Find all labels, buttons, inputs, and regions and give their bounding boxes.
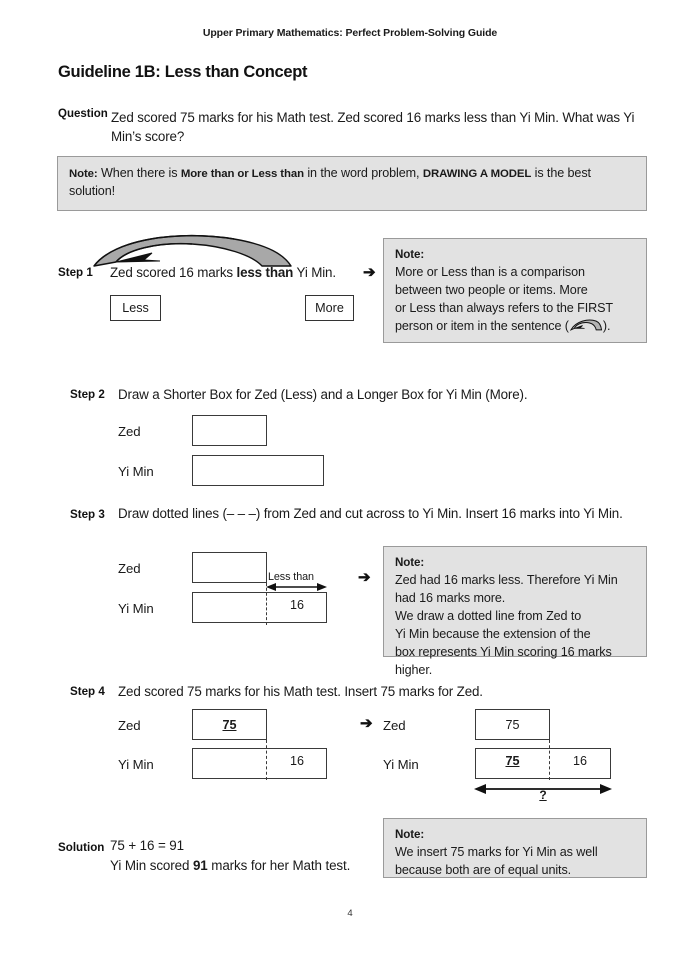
solution-line-2 (110, 858, 350, 873)
step2-zed-bar (192, 415, 267, 446)
note-top-lead: Note: (69, 168, 98, 180)
solution-label: Solution (58, 841, 105, 854)
step3-yimin-label: Yi Min (118, 601, 154, 616)
note-solution-head: Note: (395, 828, 425, 841)
note-step3-head: Note: (395, 556, 425, 569)
solution-line-1: 75 + 16 = 91 (110, 838, 185, 853)
step3-difference-arrow-icon (265, 581, 328, 593)
note-top-part2: in the word problem, (303, 166, 423, 180)
step4-right-yimin-value-left: 75 (505, 754, 520, 768)
note-box-top (57, 156, 647, 211)
step4-left-yimin-label: Yi Min (118, 757, 154, 772)
note-solution-line-1: We insert 75 marks for Yi Min as well (395, 845, 598, 860)
step4-left-yimin-value: 16 (289, 754, 304, 768)
step-4-label: Step 4 (70, 685, 105, 698)
note-top-part3: is the best solution! (69, 166, 591, 198)
note-step3-text (384, 547, 646, 689)
question-label: Question (58, 108, 108, 120)
question-text: Zed scored 75 marks for his Math test. Zed scored 16 marks less than Yi Min. What was Yi Min’s score? (111, 110, 635, 145)
note-step3-line-3: We draw a dotted line from Zed to (395, 609, 582, 624)
note-step3-line-6: higher. (395, 662, 433, 677)
step4-right-yimin-label: Yi Min (383, 757, 419, 772)
step4-right-zed-bar (475, 709, 550, 740)
step-3-arrow-icon: ➔ (358, 569, 371, 586)
step4-right-dotted-cut-line (549, 740, 550, 780)
step-2-text: Draw a Shorter Box for Zed (Less) and a Longer Box for Yi Min (More). (118, 387, 528, 402)
step4-right-yimin-value-right: 16 (572, 754, 587, 768)
step1-text-a: Zed scored 16 marks (110, 265, 237, 280)
note-solution-text (384, 819, 646, 889)
step3-yimin-value: 16 (289, 598, 304, 612)
note-top-keyword-2: DRAWING A MODEL (422, 168, 532, 180)
question-block (58, 108, 648, 147)
solution-answer: 91 (192, 858, 208, 873)
note-step1-head: Note: (395, 248, 425, 261)
step-1-text (110, 263, 370, 282)
note-solution-line-2: because both are of equal units. (395, 863, 572, 878)
step-2-label: Step 2 (70, 388, 105, 401)
step4-left-dotted-cut-line (266, 740, 267, 780)
note-top-text (58, 157, 646, 210)
note-step1-line-2: between two people or items. More (395, 283, 588, 298)
note-step1-line-4a: person or item in the sentence ( (395, 319, 569, 334)
step-1-label: Step 1 (58, 266, 93, 279)
note-step3-line-2: had 16 marks more. (395, 591, 506, 606)
solution-line2-c: marks for her Math test. (207, 858, 351, 873)
step1-text-c: Yi Min. (293, 265, 336, 280)
note-box-step-3 (383, 546, 647, 677)
inline-comparison-arc-icon (569, 319, 603, 332)
step3-lessthan-label: Less than (268, 571, 314, 583)
note-step1-line-3: or Less than always refers to the FIRST (395, 301, 613, 316)
step4-left-zed-label: Zed (118, 718, 141, 733)
step4-total-marker: ? (539, 788, 547, 802)
note-box-step-1 (383, 238, 647, 343)
tag-less-box: Less (110, 295, 161, 321)
solution-line2-a: Yi Min scored (110, 858, 193, 873)
step-3-text: Draw dotted lines (– – –) from Zed and cut across to Yi Min. Insert 16 marks into Yi Min. (118, 506, 623, 521)
step4-left-zed-bar (192, 709, 267, 740)
step3-zed-bar (192, 552, 267, 583)
note-step3-line-1: Zed had 16 marks less. Therefore Yi Min (395, 573, 618, 588)
step-4-text: Zed scored 75 marks for his Math test. Insert 75 marks for Zed. (118, 684, 483, 699)
step2-yimin-label: Yi Min (118, 464, 154, 479)
step2-zed-label: Zed (118, 424, 141, 439)
note-step3-line-4: Yi Min because the extension of the (395, 627, 591, 642)
step4-right-zed-value: 75 (505, 717, 520, 732)
tag-more-box: More (305, 295, 354, 321)
step4-left-zed-value: 75 (222, 717, 237, 732)
note-top-keyword-1: More than or Less than (180, 168, 304, 180)
note-step1-line-1: More or Less than is a comparison (395, 265, 585, 280)
step-4-arrow-icon: ➔ (360, 715, 373, 732)
note-step1-line-4b: ). (602, 319, 611, 334)
step4-right-zed-label: Zed (383, 718, 406, 733)
step-3-label: Step 3 (70, 508, 105, 521)
step-1-arrow-icon: ➔ (363, 264, 376, 281)
note-box-solution (383, 818, 647, 878)
step2-yimin-bar (192, 455, 324, 486)
note-step1-text (384, 239, 646, 345)
running-header: Upper Primary Mathematics: Perfect Problem-Solving Guide (202, 27, 498, 39)
page-title: Guideline 1B: Less than Concept (58, 63, 308, 81)
step3-zed-label: Zed (118, 561, 141, 576)
note-step3-line-5: box represents Yi Min scoring 16 marks (395, 644, 612, 659)
step1-text-keyword: less than (236, 265, 294, 280)
page-number: 4 (347, 908, 353, 919)
note-top-part1: When there is (97, 166, 181, 180)
